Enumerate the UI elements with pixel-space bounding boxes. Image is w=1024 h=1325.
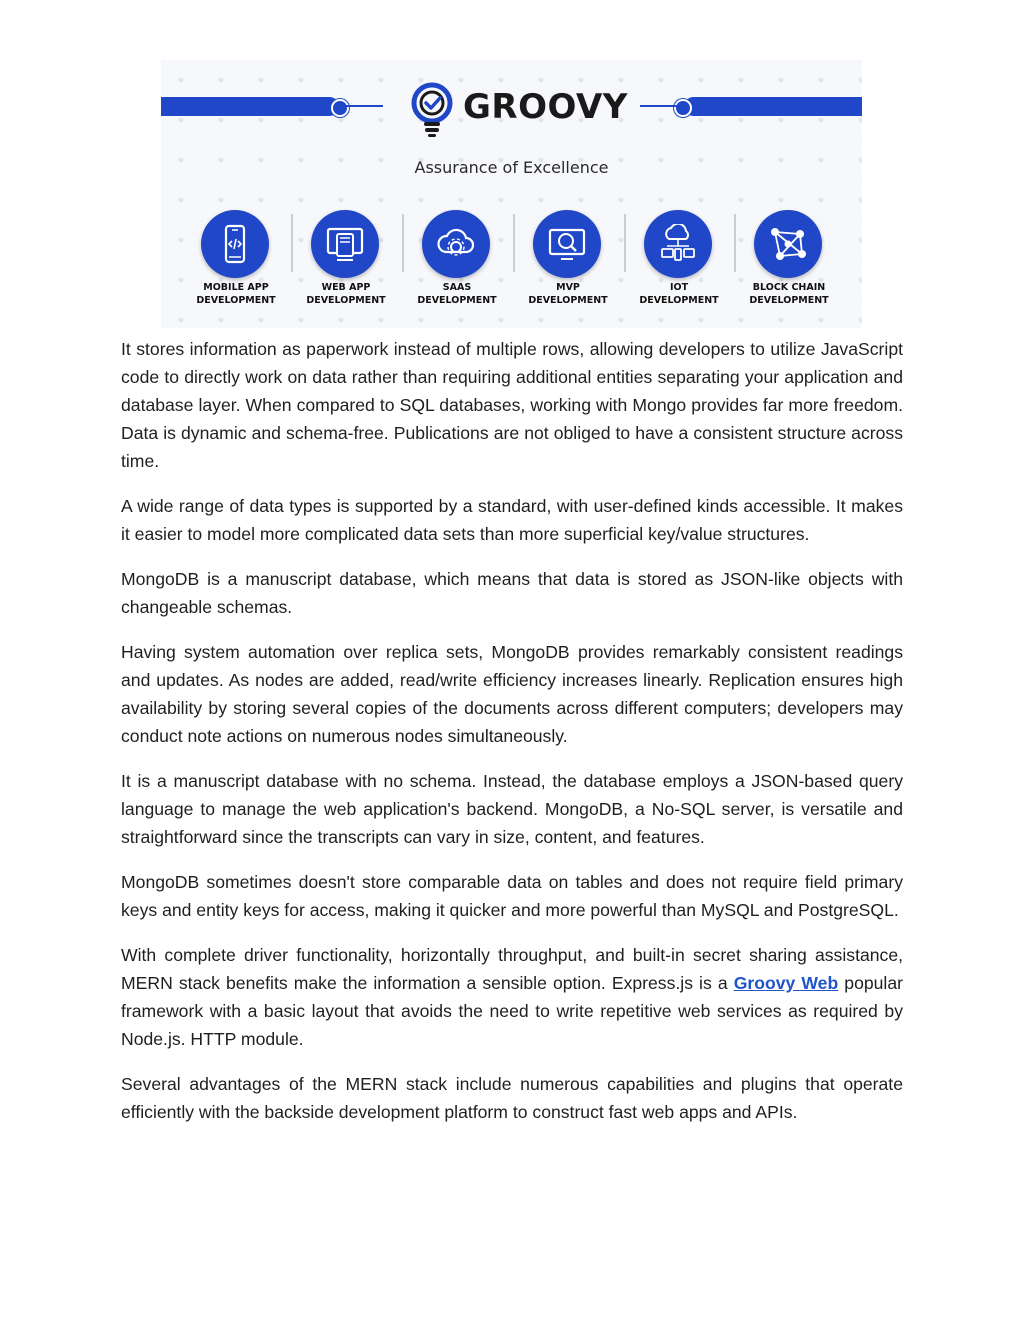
banner-bar-right	[684, 97, 862, 116]
service-label: MOBILE APP DEVELOPMENT	[196, 282, 276, 306]
banner-bar-dot-left	[331, 99, 349, 117]
service-label: WEB APP DEVELOPMENT	[306, 282, 386, 306]
banner-bar-left	[161, 97, 339, 116]
paragraph-text: popular framework with a basic layout that avoids the need to write repetitive web services as required by Node.js. HTTP module.	[121, 973, 903, 1049]
service-label: BLOCK CHAIN DEVELOPMENT	[749, 282, 829, 306]
paragraph: It is a manuscript database with no schema. Instead, the database employs a JSON-based query language to manage the web application's backend. MongoDB, a No-SQL server, is versatile and straightforward since the transcripts can vary in size, content, and features.	[121, 771, 903, 847]
banner-tagline: Assurance of Excellence	[414, 158, 609, 177]
service-blockchain	[734, 210, 844, 310]
paragraph: It stores information as paperwork instead of multiple rows, allowing developers to utilize JavaScript code to directly work on data rather than requiring additional entities separating your application and database layer. When compared to SQL databases, working with Mongo provides far more freedom. Data is dynamic and schema-free. Publications are not obliged to have a consistent structure across time.	[121, 339, 903, 471]
service-label: MVP DEVELOPMENT	[528, 282, 608, 306]
cloud-gear-icon	[436, 224, 476, 264]
service-web-app	[291, 210, 401, 310]
brand-name: GROOVY	[463, 87, 628, 127]
service-mobile-app	[181, 210, 291, 310]
paragraph: A wide range of data types is supported by a standard, with user-defined kinds accessible. It makes it easier to model more complicated data sets than more superficial key/value structures.	[121, 496, 903, 544]
mvp-monitor-icon	[547, 224, 587, 264]
paragraph-text: With complete driver functionality, horizontally throughput, and built-in secret sharing assistance, MERN stack benefits make the information a sensible option. Express.js is a	[121, 945, 903, 993]
mobile-code-icon	[215, 224, 255, 264]
banner-bar-line-right	[640, 105, 678, 107]
services-row	[181, 210, 845, 310]
groovy-banner	[161, 60, 862, 328]
iot-cloud-icon	[658, 224, 698, 264]
service-label: IOT DEVELOPMENT	[639, 282, 719, 306]
paragraph: MongoDB is a manuscript database, which means that data is stored as JSON-like objects with changeable schemas.	[121, 569, 903, 617]
web-app-icon	[325, 224, 365, 264]
blockchain-network-icon	[768, 224, 808, 264]
service-saas	[402, 210, 512, 310]
banner-bar-dot-right	[674, 99, 692, 117]
groovy-web-link[interactable]: Groovy Web	[733, 973, 839, 993]
groovy-logo	[409, 80, 629, 140]
paragraph: MongoDB sometimes doesn't store comparable data on tables and does not require field primary keys and entity keys for access, making it quicker and more powerful than MySQL and PostgreSQL.	[121, 872, 903, 920]
paragraph-with-link	[121, 941, 903, 1053]
service-label: SAAS DEVELOPMENT	[417, 282, 497, 306]
service-iot	[624, 210, 734, 310]
paragraph: Having system automation over replica sets, MongoDB provides remarkably consistent readings and updates. As nodes are added, read/write efficiency increases linearly. Replication ensures high availability by storing several copies of the documents across different computers; developers may conduct note actions on numerous nodes simultaneously.	[121, 642, 903, 746]
lightbulb-check-icon	[409, 82, 455, 138]
paragraph: Several advantages of the MERN stack include numerous capabilities and plugins that operate efficiently with the backside development platform to construct fast web apps and APIs.	[121, 1074, 903, 1122]
article-body	[121, 335, 903, 1143]
service-mvp	[513, 210, 623, 310]
banner-bar-line-left	[345, 105, 383, 107]
